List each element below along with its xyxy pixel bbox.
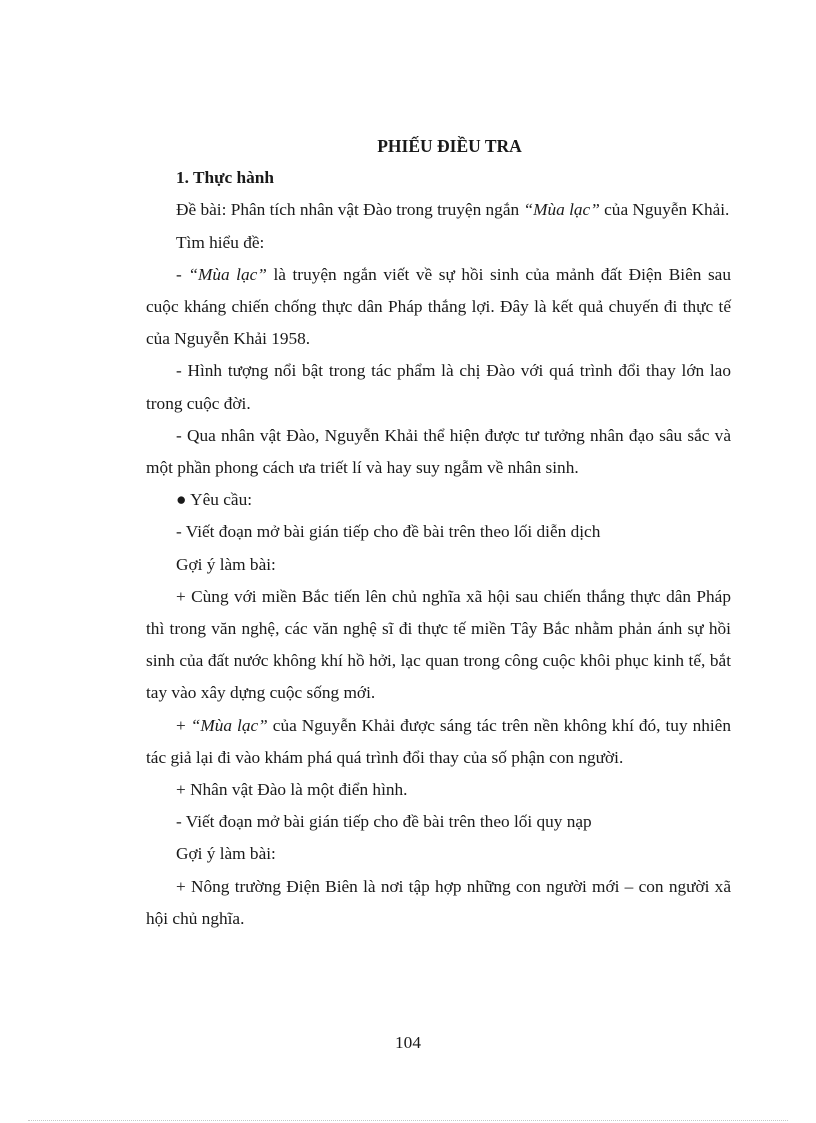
page-title: PHIẾU ĐIỀU TRA <box>377 136 522 156</box>
document-body <box>146 130 731 935</box>
hint-paragraph-4: + Nông trường Điện Biên là nơi tập hợp những con người mới – con người xã hội chủ nghĩa. <box>146 876 731 928</box>
text-span: là truyện ngắn viết về sự hồi sinh của mảnh đất Điện Biên sau cuộc kháng chiến chống thực dân Pháp thắng lợi. Đây là kết quả chuyến đi thực tế của Nguyễn Khải 1958. <box>146 264 731 349</box>
page-number: 104 <box>395 1033 421 1052</box>
text-span: của Nguyễn Khải. <box>599 200 730 220</box>
story-title-italic: “Mùa lạc” <box>523 200 600 220</box>
hint-paragraph-3: + Nhân vật Đào là một điển hình. <box>176 780 408 800</box>
paragraph-point-2: - Hình tượng nổi bật trong tác phẩm là chị Đào với quá trình đổi thay lớn lao trong cuộc đời. <box>146 361 731 413</box>
footer-divider <box>28 1120 788 1121</box>
hint-paragraph-1: + Cùng với miền Bắc tiến lên chủ nghĩa xã hội sau chiến thắng thực dân Pháp thì trong văn nghệ, các văn nghệ sĩ đi thực tế miền Tây Bắc nhằm phản ánh sự hồi sinh của đất nước không khí hồ hởi, lạc quan trong công cuộc khôi phục kinh tế, bắt tay vào xây dựng cuộc sống mới. <box>146 586 731 703</box>
paragraph-assignment <box>146 194 731 226</box>
story-title-italic: “Mùa lạc” <box>190 715 268 735</box>
section-heading: 1. Thực hành <box>176 168 274 188</box>
hint-label-2: Gợi ý làm bài: <box>176 844 276 864</box>
paragraph-point-3: - Qua nhân vật Đào, Nguyễn Khải thể hiện được tư tưởng nhân đạo sâu sắc và một phần phong cách ưa triết lí và hay suy ngẫm về nhân sinh. <box>146 425 731 478</box>
requirements-label: ● Yêu cầu: <box>176 490 253 510</box>
paragraph-analysis-label: Tìm hiểu đề: <box>176 232 265 252</box>
requirement-inductive: - Viết đoạn mở bài gián tiếp cho đề bài trên theo lối quy nạp <box>176 812 592 832</box>
hint-paragraph-2 <box>146 710 731 774</box>
story-title-italic: “Mùa lạc” <box>188 264 267 284</box>
text-span: + <box>176 715 191 735</box>
text-span: Đề bài: Phân tích nhân vật Đào trong truyện ngắn <box>176 200 524 220</box>
text-span: của Nguyễn Khải được sáng tác trên nền không khí đó, tuy nhiên tác giả lại đi vào khám phá quá trình đổi thay của số phận con người. <box>146 715 731 767</box>
hint-label: Gợi ý làm bài: <box>176 554 276 574</box>
paragraph-point-1 <box>146 259 731 356</box>
requirement-deductive: - Viết đoạn mở bài gián tiếp cho đề bài trên theo lối diễn dịch <box>176 522 601 542</box>
text-span: - <box>176 264 189 284</box>
